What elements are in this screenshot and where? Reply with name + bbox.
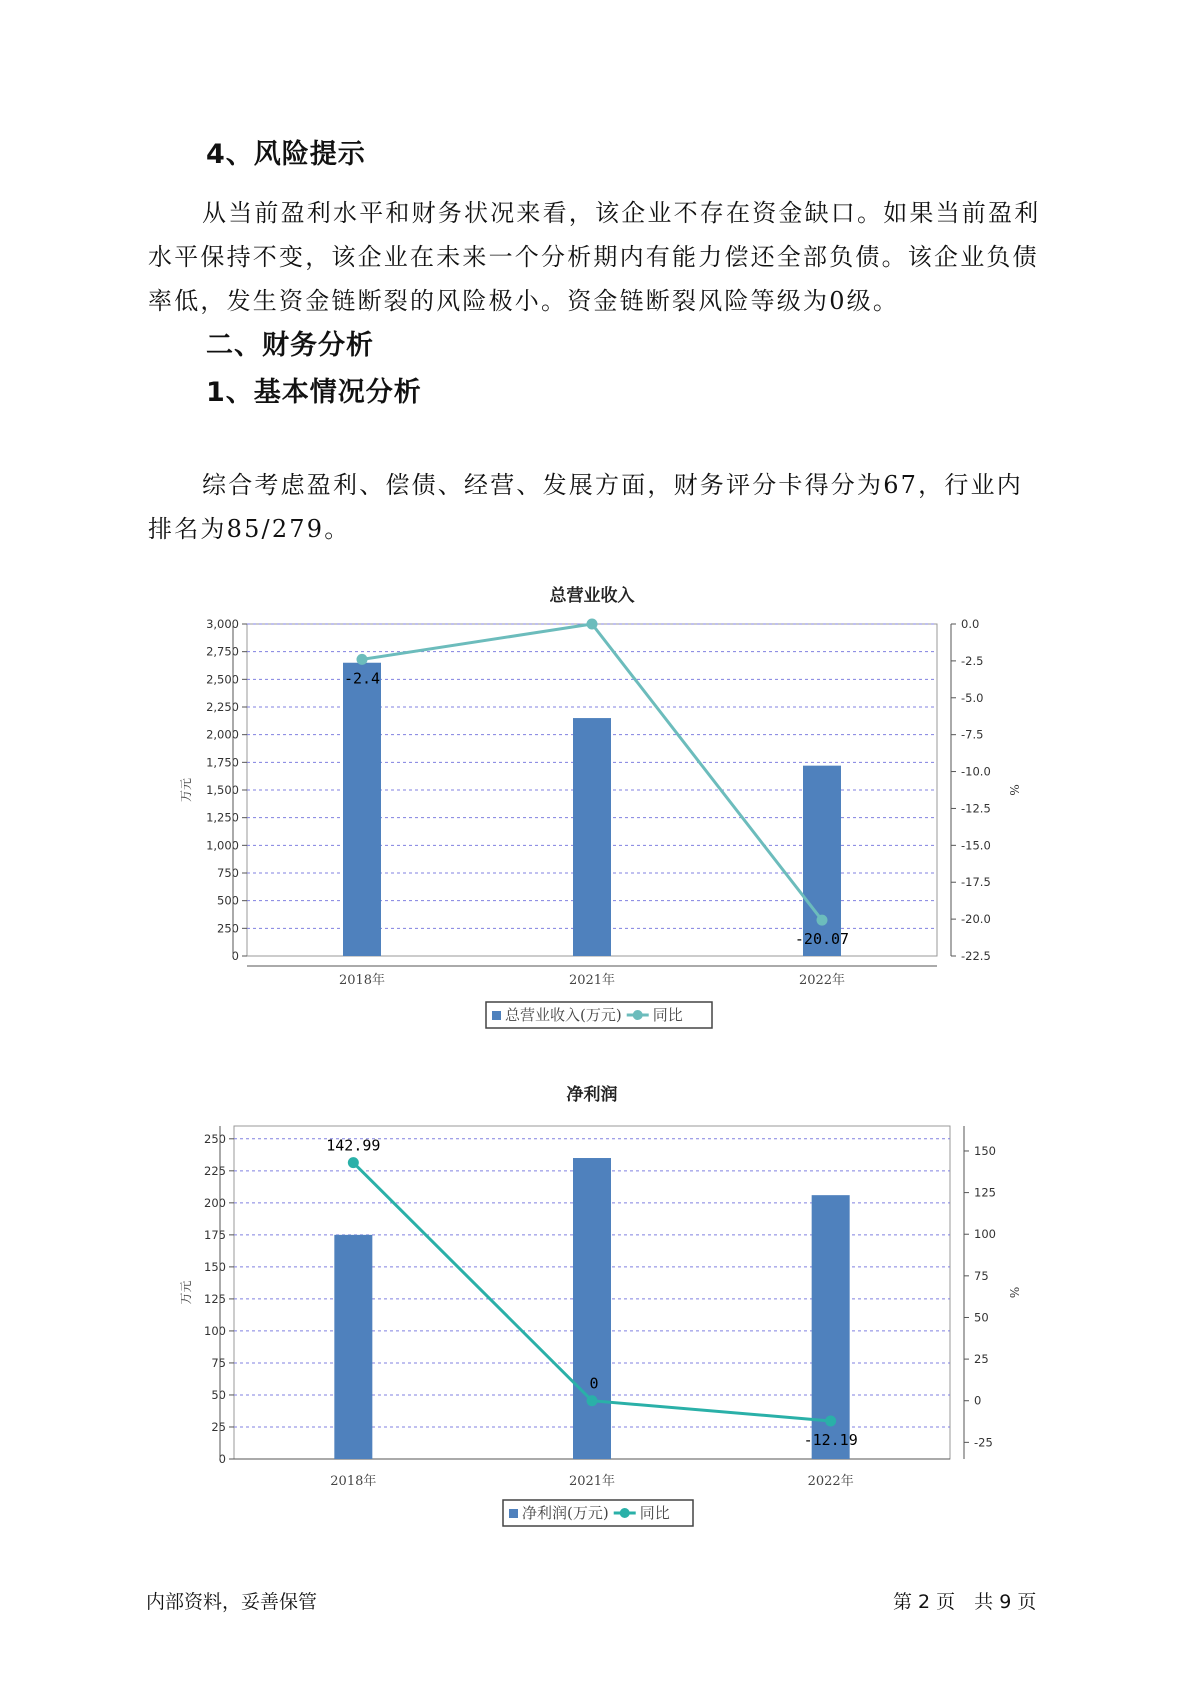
- chart2-y-tick-label: 25: [211, 1419, 226, 1434]
- chart1-y-tick-label: 2,250: [206, 700, 239, 714]
- chart1-legend-line-marker: [633, 1010, 643, 1020]
- chart2-y-tick-label: 175: [204, 1227, 226, 1242]
- chart1-y-tick-label: 2,000: [206, 727, 239, 742]
- chart2-y-tick-label: 125: [204, 1291, 226, 1306]
- chart1-y2-tick-label: -2.5: [961, 653, 984, 668]
- chart1-x-tick-label: 2021年: [568, 973, 616, 988]
- chart2-y-tick-label: 150: [204, 1259, 226, 1274]
- chart2-y-axis-label: 万元: [179, 1280, 193, 1305]
- chart2-y-tick-label: 100: [204, 1323, 226, 1338]
- chart2-title: 净利润: [566, 1085, 618, 1105]
- chart1-y-tick-label: 750: [217, 866, 239, 880]
- chart1-y2-tick-label: -10.0: [961, 764, 991, 779]
- chart1-y2-tick-label: -5.0: [961, 690, 984, 705]
- chart1-y2-tick-label: -17.5: [961, 875, 991, 890]
- chart2-yoy-point: [348, 1157, 359, 1168]
- chart1-yoy-point: [357, 654, 368, 665]
- chart2-legend-line-marker: [620, 1508, 630, 1518]
- footer-confidential: 内部资料，妥善保管: [146, 1591, 318, 1613]
- chart2-y2-tick-label: 25: [974, 1352, 989, 1367]
- finance-heading: 二、财务分析: [206, 330, 374, 361]
- chart1-y2-tick-label: -22.5: [961, 949, 991, 963]
- chart1-y-axis-label: 万元: [179, 777, 193, 803]
- chart1-y2-tick-label: -20.0: [961, 912, 991, 927]
- chart2-legend-bar-swatch: [509, 1509, 518, 1518]
- chart1-y-tick-label: 2,500: [206, 672, 239, 687]
- chart1-data-label: -2.4: [343, 669, 381, 688]
- chart1-y-tick-label: 3,000: [206, 617, 239, 631]
- chart1-bar: [573, 718, 611, 956]
- chart1-x-tick-label: 2022年: [798, 973, 846, 988]
- chart2-y2-tick-label: 0: [974, 1393, 982, 1408]
- chart2-y2-tick-label: 125: [974, 1185, 996, 1200]
- chart2-y-tick-label: 250: [204, 1131, 226, 1146]
- chart2-y-tick-label: 50: [211, 1387, 226, 1402]
- chart1-y-tick-label: 500: [217, 893, 239, 908]
- chart2-x-tick-label: 2021年: [568, 1474, 616, 1489]
- chart2-yoy-point: [825, 1416, 836, 1427]
- chart1-legend-bar-label: 总营业收入(万元): [505, 1006, 622, 1024]
- chart2-y-tick-label: 225: [204, 1163, 226, 1178]
- risk-heading: 4、风险提示: [206, 139, 366, 170]
- chart2-data-label: 142.99: [326, 1136, 381, 1155]
- chart1-legend-line-label: 同比: [652, 1006, 683, 1024]
- chart2-y2-tick-label: 50: [974, 1310, 989, 1325]
- chart1-yoy-point: [817, 915, 828, 926]
- chart1-y2-axis-label: %: [1007, 784, 1021, 796]
- risk-paragraph: 从当前盈利水平和财务状况来看，该企业不存在资金缺口。如果当前盈利水平保持不变，该企业在未来一个分析期内有能力偿还全部负债。该企业负债率低，发生资金链断裂的风险极小。资金链断裂风险等级为0级。: [148, 199, 1041, 315]
- chart2-y2-tick-label: 75: [974, 1268, 989, 1283]
- chart2-data-label: -12.19: [803, 1431, 858, 1450]
- chart2-y2-tick-label: 100: [974, 1227, 996, 1242]
- chart1-bar: [343, 663, 381, 956]
- chart1-y-tick-label: 0: [231, 949, 239, 963]
- chart2-bar: [334, 1235, 372, 1459]
- chart2-y-tick-label: 0: [218, 1452, 226, 1466]
- chart1-legend-bar-swatch: [492, 1011, 501, 1020]
- chart1-y2-tick-label: 0.0: [961, 617, 980, 631]
- chart2-y-tick-label: 75: [211, 1355, 226, 1370]
- chart1-yoy-point: [587, 619, 598, 630]
- chart2-y2-axis-label: %: [1007, 1286, 1021, 1299]
- chart2-y2-tick-label: 150: [974, 1143, 996, 1158]
- chart2-yoy-point: [587, 1395, 598, 1406]
- chart1-y2-tick-label: -7.5: [961, 727, 984, 742]
- footer-page-number: 第 2 页 共 9 页: [893, 1591, 1037, 1613]
- chart1-data-label: -20.07: [794, 930, 850, 949]
- chart2-data-label: 0: [589, 1374, 599, 1393]
- chart1-y-tick-label: 1,000: [206, 838, 239, 853]
- chart1-x-tick-label: 2018年: [338, 973, 386, 988]
- chart2-x-tick-label: 2018年: [330, 1474, 377, 1489]
- chart2-x-tick-label: 2022年: [807, 1474, 854, 1489]
- chart1-y-tick-label: 250: [217, 921, 239, 936]
- chart1-y-tick-label: 2,750: [206, 644, 239, 659]
- chart1-y-tick-label: 1,500: [206, 783, 239, 797]
- chart2-bar: [573, 1158, 611, 1459]
- chart1-y2-tick-label: -12.5: [961, 801, 991, 816]
- chart1-y2-tick-label: -15.0: [961, 838, 991, 853]
- chart2-legend-line-label: 同比: [639, 1504, 670, 1522]
- chart2-y-tick-label: 200: [204, 1195, 226, 1210]
- basic-paragraph: 综合考虑盈利、偿债、经营、发展方面，财务评分卡得分为67，行业内排名为85/279。: [148, 471, 1023, 543]
- basic-heading: 1、基本情况分析: [206, 377, 422, 408]
- chart1-y-tick-label: 1,750: [206, 755, 239, 770]
- chart1-title: 总营业收入: [549, 586, 635, 606]
- chart1-bar: [803, 766, 841, 956]
- chart2-y2-tick-label: -25: [974, 1435, 993, 1450]
- chart1-y-tick-label: 1,250: [206, 810, 239, 825]
- chart2-legend-bar-label: 净利润(万元): [522, 1504, 609, 1522]
